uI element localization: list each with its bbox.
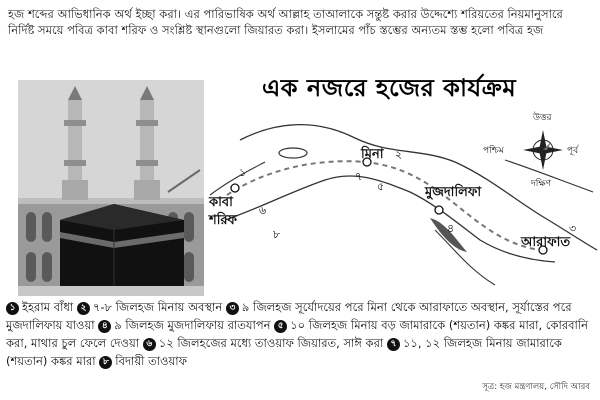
label-kaba: কাবা xyxy=(209,195,233,210)
step-text: ১২ জিলহজের মধ্যে তাওয়াফ জিয়ারত, সাঈ করা xyxy=(158,336,384,350)
steps-list xyxy=(6,298,596,370)
marker-8: ৮ xyxy=(273,228,281,241)
step-6 xyxy=(143,336,387,350)
muzdalifa-dot xyxy=(435,206,443,214)
intro-paragraph: হজ শব্দের আভিধানিক অর্থ ইচ্ছা করা। এর পারিভাষিক অর্থ আল্লাহ তাআলাকে সন্তুষ্ট করার উদ্দেশ্যে শরিয়তের নিয়মানুসারে নির্দিষ্ট সময়ে পবিত্র কাবা শরিফ ও সংশ্লিষ্ট স্থানগুলো জিয়ারত করা। ইসলামের পাঁচ স্তম্ভের অন্যতম স্তম্ভ হলো পবিত্র হজ xyxy=(8,7,563,37)
step-number: ৪ xyxy=(98,320,111,333)
step-number: ৬ xyxy=(143,338,156,351)
step-number: ১ xyxy=(6,302,19,315)
step-number: ৭ xyxy=(387,338,400,351)
terrain-outline-bottom xyxy=(435,230,495,285)
marker-6: ৬ xyxy=(259,204,267,217)
step-text: ৯ জিলহজ মুজদালিফায় রাতযাপন xyxy=(114,318,271,332)
marker-5: ৫ xyxy=(377,180,385,193)
step-4 xyxy=(98,318,274,332)
step-1 xyxy=(6,300,77,314)
marker-2: ২ xyxy=(395,148,403,161)
compass-south: দক্ষিণ xyxy=(531,179,552,189)
compass-north: উত্তর xyxy=(533,113,552,123)
step-text: ইহরাম বাঁধা xyxy=(22,300,74,314)
source-credit: সূত্র: হজ মন্ত্রণালয়, সৌদি আরব xyxy=(482,382,590,392)
marker-1: ১ xyxy=(239,166,247,179)
step-number: ৮ xyxy=(99,356,112,369)
hajj-route-map xyxy=(205,100,600,300)
step-8 xyxy=(99,354,187,368)
step-text: ১১, ১২ জিলহজ মিনায় জামারাকে (শয়তান) কঙ্কর মারা xyxy=(6,336,562,368)
step-2 xyxy=(77,300,226,314)
label-muzdalifa: মুজদালিফা xyxy=(425,185,482,200)
page-title: এক নজরে হজের কার্যক্রম xyxy=(262,74,517,102)
step-text: ৭-৮ জিলহজ মিনায় অবস্থান xyxy=(92,300,223,314)
step-text: বিদায়ী তাওয়াফ xyxy=(115,354,188,368)
compass-rose xyxy=(483,111,579,189)
step-text: ৯ জিলহজ সূর্যোদয়ের পরে মিনা থেকে আরাফাতে অবস্থান, সূর্যাস্তের পরে মুজদালিফায় যাওয়া xyxy=(6,300,572,332)
marker-4: ৪ xyxy=(447,222,455,235)
kaaba-photo xyxy=(18,80,204,296)
compass-east: পূর্ব xyxy=(567,146,579,156)
label-mina: মিনা xyxy=(361,147,384,162)
kaba-dot xyxy=(231,184,239,192)
step-text: ১০ জিলহজ মিনায় বড় জামারাকে (শয়তান) কঙ্কর মারা, কোরবানি করা, মাথার চুল ফেলে দেওয়া xyxy=(6,318,589,350)
marker-3: ৩ xyxy=(569,222,577,235)
label-sharif: শরিফ xyxy=(209,213,238,228)
step-number: ২ xyxy=(77,302,90,315)
marker-7: ৭ xyxy=(355,170,363,183)
step-number: ৫ xyxy=(274,320,287,333)
compass-west: পশ্চিম xyxy=(483,146,504,156)
terrain-blob xyxy=(279,148,307,158)
step-number: ৩ xyxy=(226,302,239,315)
terrain-outline-lower xyxy=(225,176,555,262)
label-arafat: আরাফাত xyxy=(521,235,571,250)
